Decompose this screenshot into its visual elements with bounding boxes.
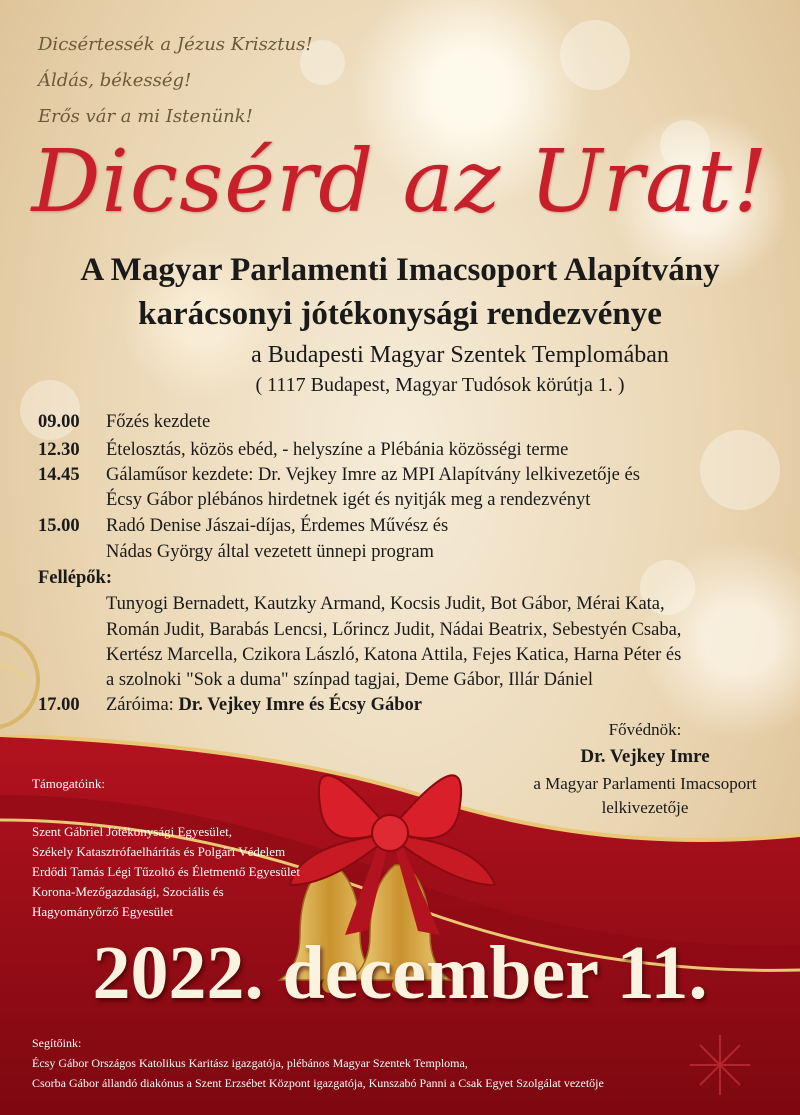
program-text: Écsy Gábor plébános hirdetnek igét és nyitják meg a rendezvényt — [106, 490, 591, 510]
supporter-item: Székely Katasztrófaelhárítás és Polgári Védelem — [32, 844, 286, 859]
program-text: Radó Denise Jászai-díjas, Érdemes Művész és — [106, 516, 449, 536]
greeting-1: Dicsértessék a Jézus Krisztus! — [38, 34, 313, 55]
supporter-item: Hagyományőrző Egyesület — [32, 904, 174, 919]
patron-role: lelkivezetője — [601, 798, 689, 817]
performers-label: Fellépők: — [38, 568, 112, 588]
program-text: Ételosztás, közös ebéd, - helyszíne a Plébánia közösségi terme — [106, 440, 569, 460]
patron-role: a Magyar Parlamenti Imacsoport — [533, 774, 757, 793]
supporters-label: Támogatóink: — [32, 776, 105, 791]
patron-label: Fővédnök: — [608, 720, 682, 739]
greeting-3: Erős vár a mi Istenünk! — [38, 106, 253, 127]
performers-line: a szolnoki "Sok a duma" színpad tagjai, Deme Gábor, Illár Dániel — [106, 670, 593, 690]
address-text: ( 1117 Budapest, Magyar Tudósok körútja 1. ) — [255, 374, 625, 396]
supporter-item: Erdődi Tamás Légi Tűzoltó és Életmentő Egyesület — [32, 864, 300, 879]
closing-prayer: Záróima: Dr. Vejkey Imre és Écsy Gábor — [106, 695, 423, 715]
program-text: Gálaműsor kezdete: Dr. Vejkey Imre az MPI Alapítvány lelkivezetője és — [106, 465, 640, 485]
program-text: Főzés kezdete — [106, 412, 211, 432]
helpers-label: Segítőink: — [32, 1036, 82, 1050]
performers-line: Román Judit, Barabás Lencsi, Lőrincz Judit, Nádai Beatrix, Sebestyén Csaba, — [106, 620, 682, 640]
supporter-item: Korona-Mezőgazdasági, Szociális és — [32, 884, 224, 899]
supporter-item: Szent Gábriel Jótékonysági Egyesület, — [32, 824, 233, 839]
program-text: Nádas György által vezetett ünnepi program — [106, 542, 434, 562]
performers-line: Tunyogi Bernadett, Kautzky Armand, Kocsis Judit, Bot Gábor, Mérai Kata, — [106, 594, 665, 614]
patron-name: Dr. Vejkey Imre — [580, 746, 710, 767]
poster-title: Dicsérd az Urat! — [31, 132, 769, 232]
venue-text: a Budapesti Magyar Szentek Templomában — [251, 342, 669, 368]
helper-item: Écsy Gábor Országos Katolikus Karitász igazgatója, plébános Magyar Szentek Temploma, — [32, 1056, 468, 1070]
program-time: 15.00 — [38, 516, 80, 536]
organizer-heading: A Magyar Parlamenti Imacsoport Alapítvány — [80, 252, 720, 288]
program-time: 14.45 — [38, 465, 80, 485]
program-time: 12.30 — [38, 440, 80, 460]
performers-line: Kertész Marcella, Czikora László, Katona Attila, Fejes Katica, Harna Péter és — [106, 645, 682, 665]
helper-item: Csorba Gábor állandó diakónus a Szent Erzsébet Központ igazgatója, Kunszabó Panni a Csak Egyet Szolgálat vezetője — [32, 1076, 604, 1090]
greeting-2: Áldás, békesség! — [38, 70, 192, 91]
event-heading: karácsonyi jótékonysági rendezvénye — [138, 296, 662, 332]
event-date: 2022. december 11. — [92, 931, 708, 1015]
program-time: 17.00 — [38, 695, 80, 715]
program-time: 09.00 — [38, 412, 80, 432]
